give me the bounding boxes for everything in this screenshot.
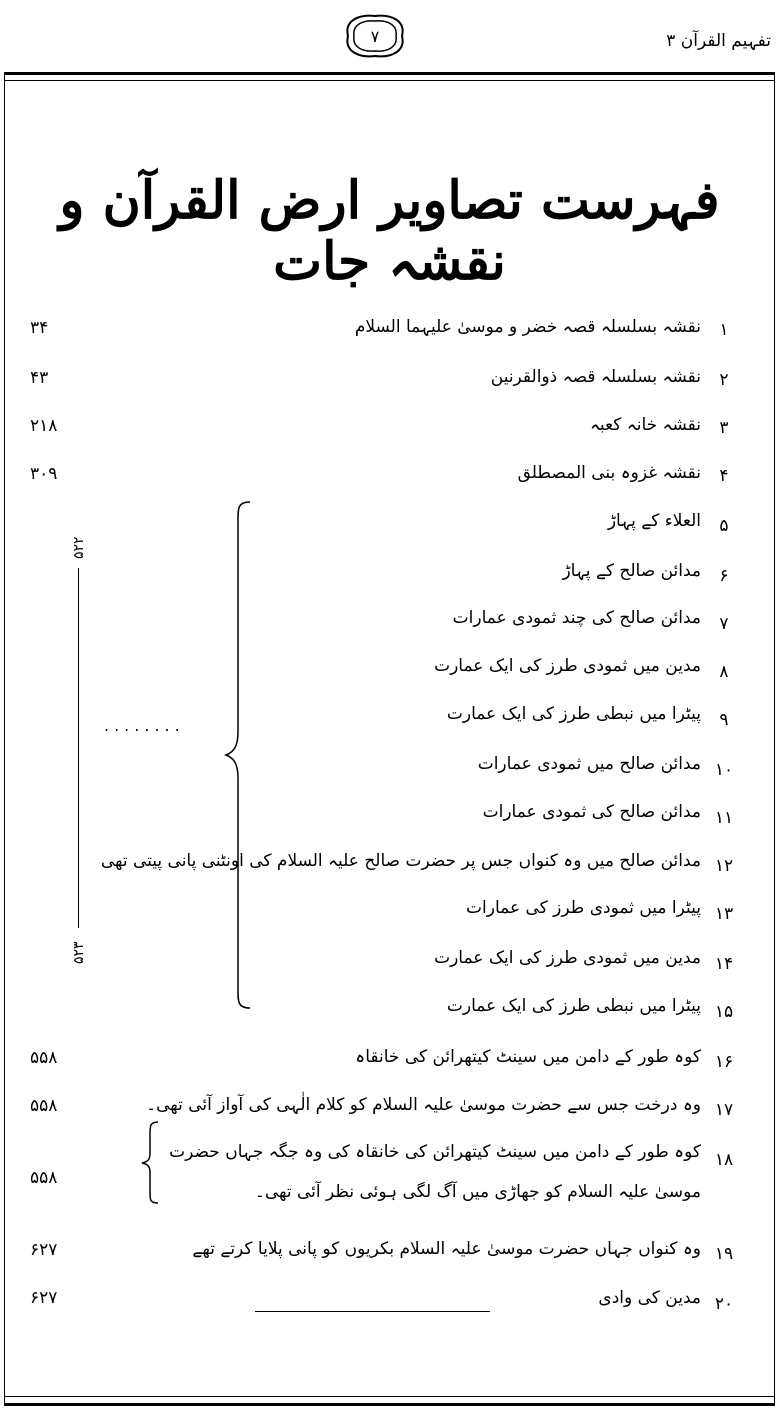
entry-number: ۱۶: [714, 1052, 734, 1072]
entry-number: ۱۲: [714, 856, 734, 876]
entry-number: ۱۰: [714, 760, 734, 780]
entry-number: ۲: [719, 370, 729, 390]
entry-number: ۷: [719, 614, 729, 634]
entry-page: ۲۱۸: [30, 416, 58, 436]
entry-number: ۱۳: [714, 904, 734, 924]
entry-page: ۶۲۷: [30, 1240, 58, 1260]
entry-title: کوہ طور کے دامن میں سینٹ کیتھرائن کی خانقاہ: [355, 1047, 701, 1067]
range-line: [78, 568, 79, 928]
entry-number: ۸: [719, 662, 729, 682]
entry-page: ۶۲۷: [30, 1288, 58, 1308]
entry-page: ۵۵۸: [30, 1048, 58, 1068]
entry-title: مدین میں ثمودی طرز کی ایک عمارت: [434, 656, 701, 676]
entry-number: ۲۰: [714, 1294, 734, 1314]
entry-title: کوہ طور کے دامن میں سینٹ کیتھرائن کی خانقاہ کی وہ جگہ جہاں حضرت موسیٰ علیہ السلام کو جھاڑی میں آگ لگی ہوئی نظر آئی تھی۔: [169, 1142, 701, 1202]
entry-title: نقشہ بسلسلہ قصہ ذوالقرنین: [490, 367, 701, 387]
entry-title: مدائن صالح کی چند ثمودی عمارات: [452, 608, 701, 628]
entry-title: مدائن صالح میں وہ کنواں جس پر حضرت صالح علیہ السلام کی اونٹنی پانی پیتی تھی: [100, 851, 701, 871]
entry-number: ۱: [719, 320, 729, 340]
entry-number: ۶: [719, 566, 729, 586]
page-title: فہرست تصاویر ارض القرآن و نقشہ جات: [59, 170, 720, 292]
entry-title: مدین کی وادی: [598, 1288, 701, 1308]
entry-title: مدائن صالح میں ثمودی عمارات: [477, 754, 701, 774]
entry-number: ۱۴: [714, 954, 734, 974]
page-number: ۷: [370, 27, 380, 46]
entry-title: مدائن صالح کے پہاڑ: [562, 561, 701, 581]
entry-title: مدین میں ثمودی طرز کی ایک عمارت: [434, 948, 701, 968]
entry-page: ۳۰۹: [30, 464, 58, 484]
entry-number: ۱۵: [714, 1002, 734, 1022]
entry-title: مدائن صالح کی ثمودی عمارات: [482, 802, 701, 822]
closing-rule: [255, 1311, 490, 1312]
range-end-page: ۵۲۳: [71, 941, 87, 964]
entry-page: ۵۵۸: [30, 1096, 58, 1116]
entry-title: نقشہ غزوہ بنی المصطلق: [517, 463, 701, 483]
entry-page: ۵۵۸: [30, 1168, 58, 1188]
entry-number: ۹: [719, 710, 729, 730]
range-leader-dots: ........: [104, 716, 185, 735]
range-start-page: ۵۲۲: [71, 536, 87, 559]
entry-title: وہ کنواں جہاں حضرت موسیٰ علیہ السلام بکریوں کو پانی پلایا کرتے تھے: [192, 1239, 701, 1259]
entry-title: وہ درخت جس سے حضرت موسیٰ علیہ السلام کو کلام الٰہی کی آواز آئی تھی۔: [146, 1095, 701, 1115]
entry-number: ۵: [719, 516, 729, 536]
group-brace: [224, 500, 254, 1010]
entry-title: نقشہ بسلسلہ قصہ خضر و موسیٰ علیہما السلام: [354, 317, 701, 337]
entry-title: العلاء کے پہاڑ: [607, 511, 701, 531]
entry-title: پیٹرا میں نبطی طرز کی ایک عمارت: [446, 996, 701, 1016]
entry-page: ۳۴: [30, 318, 49, 338]
entry-number: ۴: [719, 466, 729, 486]
entry-title: نقشہ خانہ کعبہ: [589, 415, 701, 435]
entry-number: ۱۸: [714, 1150, 734, 1170]
entry-number: ۱۱: [714, 808, 734, 828]
bottom-border-thin: [4, 1396, 775, 1397]
entry-title: پیٹرا میں ثمودی طرز کی عمارات: [466, 898, 701, 918]
entry-number: ۱۷: [714, 1100, 734, 1120]
entry-number: ۱۹: [714, 1244, 734, 1264]
running-header-title: تفہیم القرآن ۳: [666, 31, 771, 51]
entry-18-brace: [140, 1120, 160, 1205]
bottom-border-thick: [4, 1403, 775, 1406]
entry-title: پیٹرا میں نبطی طرز کی ایک عمارت: [446, 704, 701, 724]
entry-page: ۴۳: [30, 368, 49, 388]
entry-number: ۳: [719, 418, 729, 438]
page-number-ornament: [340, 10, 410, 62]
